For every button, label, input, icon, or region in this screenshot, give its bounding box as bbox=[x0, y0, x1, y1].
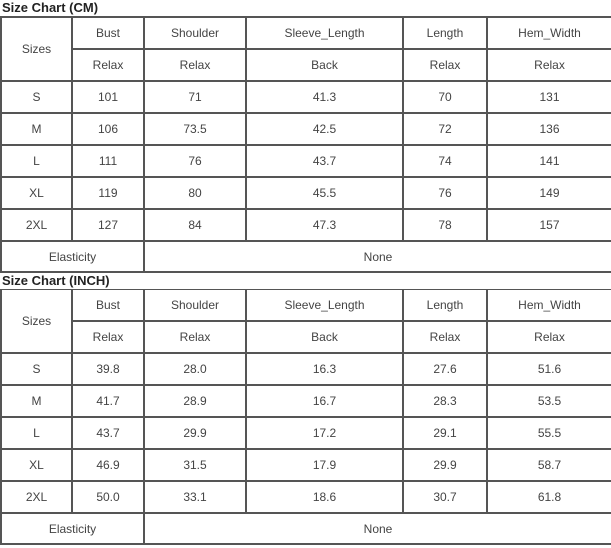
chart-title: Size Chart (CM) bbox=[2, 0, 99, 15]
shoulder-cell: 33.1 bbox=[145, 482, 247, 514]
shoulder-cell: 80 bbox=[145, 178, 247, 210]
length-cell: 28.3 bbox=[404, 386, 488, 418]
sleeve-length-cell: 43.7 bbox=[247, 146, 404, 178]
table-row bbox=[2, 418, 611, 450]
elasticity-row bbox=[2, 514, 611, 545]
length-cell: 76 bbox=[404, 178, 488, 210]
sleeve-length-cell: 47.3 bbox=[247, 210, 404, 242]
shoulder-cell: 28.0 bbox=[145, 354, 247, 386]
fit-cell-bust: Relax bbox=[73, 50, 145, 82]
fit-cell-hem-width: Relax bbox=[488, 322, 611, 354]
length-cell: 78 bbox=[404, 210, 488, 242]
hem-width-cell: 141 bbox=[488, 146, 611, 178]
elasticity-label: Elasticity bbox=[2, 242, 145, 273]
header-cell-length: Length bbox=[404, 18, 488, 50]
elasticity-value: None bbox=[145, 514, 611, 545]
size-cell: M bbox=[2, 386, 73, 418]
fit-row bbox=[2, 322, 611, 354]
shoulder-cell: 28.9 bbox=[145, 386, 247, 418]
hem-width-cell: 149 bbox=[488, 178, 611, 210]
table-row bbox=[2, 450, 611, 482]
size-cell: 2XL bbox=[2, 210, 73, 242]
size-cell: XL bbox=[2, 178, 73, 210]
bust-cell: 50.0 bbox=[73, 482, 145, 514]
elasticity-label: Elasticity bbox=[2, 514, 145, 545]
bust-cell: 43.7 bbox=[73, 418, 145, 450]
header-cell-hem-width: Hem_Width bbox=[488, 290, 611, 322]
hem-width-cell: 58.7 bbox=[488, 450, 611, 482]
hem-width-cell: 51.6 bbox=[488, 354, 611, 386]
hem-width-cell: 55.5 bbox=[488, 418, 611, 450]
size-cell: 2XL bbox=[2, 482, 73, 514]
shoulder-cell: 71 bbox=[145, 82, 247, 114]
length-cell: 74 bbox=[404, 146, 488, 178]
header-cell-sizes: Sizes bbox=[2, 18, 73, 82]
length-cell: 29.1 bbox=[404, 418, 488, 450]
shoulder-cell: 31.5 bbox=[145, 450, 247, 482]
size-chart-inch bbox=[0, 273, 611, 545]
header-cell-length: Length bbox=[404, 290, 488, 322]
header-cell-hem-width: Hem_Width bbox=[488, 18, 611, 50]
shoulder-cell: 76 bbox=[145, 146, 247, 178]
table-row bbox=[2, 482, 611, 514]
size-cell: M bbox=[2, 114, 73, 146]
size-cell: L bbox=[2, 146, 73, 178]
chart-title: Size Chart (INCH) bbox=[2, 273, 110, 288]
fit-cell-sleeve-length: Back bbox=[247, 322, 404, 354]
header-cell-bust: Bust bbox=[73, 18, 145, 50]
sleeve-length-cell: 17.9 bbox=[247, 450, 404, 482]
length-cell: 27.6 bbox=[404, 354, 488, 386]
sleeve-length-cell: 17.2 bbox=[247, 418, 404, 450]
bust-cell: 127 bbox=[73, 210, 145, 242]
fit-cell-length: Relax bbox=[404, 322, 488, 354]
sleeve-length-cell: 41.3 bbox=[247, 82, 404, 114]
elasticity-value: None bbox=[145, 242, 611, 273]
table-row bbox=[2, 114, 611, 146]
table-row bbox=[2, 82, 611, 114]
length-cell: 29.9 bbox=[404, 450, 488, 482]
fit-cell-shoulder: Relax bbox=[145, 322, 247, 354]
sleeve-length-cell: 18.6 bbox=[247, 482, 404, 514]
header-cell-sleeve-length: Sleeve_Length bbox=[247, 18, 404, 50]
sleeve-length-cell: 45.5 bbox=[247, 178, 404, 210]
header-row bbox=[2, 18, 611, 50]
elasticity-row bbox=[2, 242, 611, 273]
header-cell-bust: Bust bbox=[73, 290, 145, 322]
size-cell: S bbox=[2, 82, 73, 114]
header-cell-sleeve-length: Sleeve_Length bbox=[247, 290, 404, 322]
fit-cell-length: Relax bbox=[404, 50, 488, 82]
sleeve-length-cell: 16.3 bbox=[247, 354, 404, 386]
header-cell-sizes: Sizes bbox=[2, 290, 73, 354]
size-cell: S bbox=[2, 354, 73, 386]
bust-cell: 106 bbox=[73, 114, 145, 146]
size-chart-cm bbox=[0, 0, 611, 273]
shoulder-cell: 84 bbox=[145, 210, 247, 242]
bust-cell: 41.7 bbox=[73, 386, 145, 418]
length-cell: 30.7 bbox=[404, 482, 488, 514]
hem-width-cell: 131 bbox=[488, 82, 611, 114]
hem-width-cell: 53.5 bbox=[488, 386, 611, 418]
size-table-cm bbox=[0, 16, 611, 273]
header-row bbox=[2, 290, 611, 322]
fit-cell-shoulder: Relax bbox=[145, 50, 247, 82]
bust-cell: 46.9 bbox=[73, 450, 145, 482]
table-row bbox=[2, 386, 611, 418]
table-row bbox=[2, 178, 611, 210]
size-table-inch bbox=[0, 289, 611, 545]
bust-cell: 39.8 bbox=[73, 354, 145, 386]
table-row bbox=[2, 354, 611, 386]
hem-width-cell: 157 bbox=[488, 210, 611, 242]
table-row bbox=[2, 210, 611, 242]
table-row bbox=[2, 146, 611, 178]
bust-cell: 111 bbox=[73, 146, 145, 178]
size-cell: XL bbox=[2, 450, 73, 482]
length-cell: 70 bbox=[404, 82, 488, 114]
fit-cell-sleeve-length: Back bbox=[247, 50, 404, 82]
header-cell-shoulder: Shoulder bbox=[145, 18, 247, 50]
bust-cell: 119 bbox=[73, 178, 145, 210]
hem-width-cell: 136 bbox=[488, 114, 611, 146]
fit-row bbox=[2, 50, 611, 82]
fit-cell-bust: Relax bbox=[73, 322, 145, 354]
header-cell-shoulder: Shoulder bbox=[145, 290, 247, 322]
bust-cell: 101 bbox=[73, 82, 145, 114]
sleeve-length-cell: 42.5 bbox=[247, 114, 404, 146]
size-cell: L bbox=[2, 418, 73, 450]
shoulder-cell: 73.5 bbox=[145, 114, 247, 146]
fit-cell-hem-width: Relax bbox=[488, 50, 611, 82]
length-cell: 72 bbox=[404, 114, 488, 146]
shoulder-cell: 29.9 bbox=[145, 418, 247, 450]
sleeve-length-cell: 16.7 bbox=[247, 386, 404, 418]
hem-width-cell: 61.8 bbox=[488, 482, 611, 514]
